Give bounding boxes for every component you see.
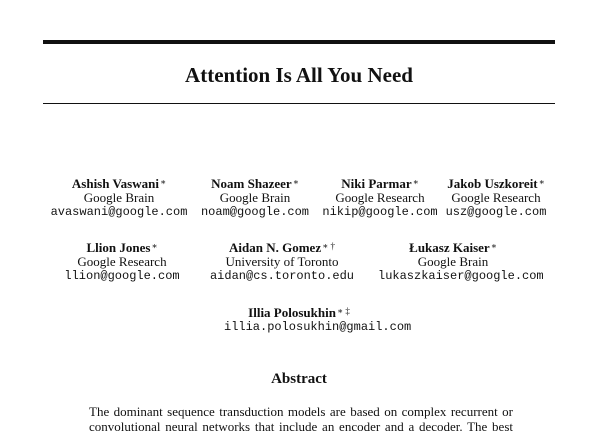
author-block — [47, 241, 197, 283]
author-name: Łukasz Kaiser — [409, 240, 490, 255]
author-footnote-mark: ∗ ‡ — [336, 306, 350, 316]
author-email: lukaszkaiser@google.com — [378, 269, 544, 283]
abstract-heading: Abstract — [271, 371, 327, 387]
author-affiliation: Google Brain — [219, 190, 291, 205]
author-footnote-mark: ∗ — [412, 177, 419, 187]
author-email: avaswani@google.com — [50, 205, 188, 219]
title-top-rule — [43, 40, 555, 44]
author-email: illia.polosukhin@gmail.com — [224, 320, 412, 334]
author-email: llion@google.com — [64, 269, 180, 283]
author-block — [378, 240, 544, 283]
author-name: Aidan N. Gomez — [229, 240, 322, 255]
author-email: nikip@google.com — [322, 205, 438, 219]
author-affiliation: Google Brain — [83, 190, 155, 205]
title-bottom-rule — [43, 103, 555, 104]
author-block — [207, 241, 357, 283]
author-name: Niki Parmar — [341, 176, 412, 191]
author-affiliation: Google Research — [335, 190, 425, 205]
author-footnote-mark: ∗ — [292, 177, 299, 187]
author-name: Illia Polosukhin — [248, 305, 336, 320]
author-email: noam@google.com — [200, 205, 310, 219]
abstract-line: convolutional neural networks that include an encoder and a decoder. The best — [89, 419, 513, 434]
author-affiliation: Google Research — [451, 190, 541, 205]
author-email: aidan@cs.toronto.edu — [209, 269, 355, 283]
author-footnote-mark: ∗ — [490, 241, 497, 251]
author-block — [421, 177, 571, 219]
abstract-body — [89, 404, 513, 434]
paper-title: Attention Is All You Need — [185, 63, 413, 87]
abstract-line: The dominant sequence transduction models are based on complex recurrent or — [89, 404, 513, 419]
author-email: usz@google.com — [445, 205, 547, 219]
author-name: Noam Shazeer — [211, 176, 292, 191]
author-affiliation: Google Brain — [417, 254, 489, 269]
author-footnote-mark: ∗ — [538, 177, 545, 187]
author-footnote-mark: ∗ — [151, 241, 158, 251]
author-name: Ashish Vaswani — [71, 176, 159, 191]
author-affiliation: University of Toronto — [225, 254, 339, 269]
author-footnote-mark: ∗ † — [322, 241, 335, 251]
author-footnote-mark: ∗ — [159, 177, 167, 187]
author-block — [44, 177, 194, 219]
author-name: Jakob Uszkoreit — [447, 176, 538, 191]
author-affiliation: Google Research — [77, 254, 167, 269]
author-name: Llion Jones — [86, 240, 151, 255]
author-block — [224, 305, 412, 334]
